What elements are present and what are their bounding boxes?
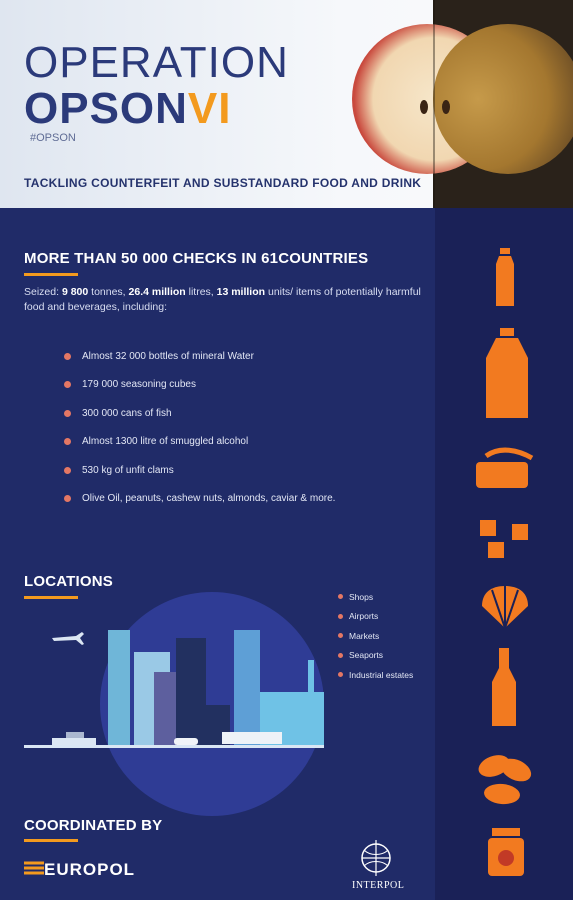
hashtag: #OPSON bbox=[30, 132, 76, 144]
liquor-bottle-icon bbox=[490, 648, 518, 728]
coordinated-heading-rule bbox=[24, 839, 78, 842]
title-vi-text: VI bbox=[187, 84, 232, 133]
airplane-icon bbox=[52, 632, 84, 645]
seasoning-cubes-icon bbox=[478, 518, 532, 560]
title-opson bbox=[24, 84, 232, 134]
fish-can-icon bbox=[474, 446, 536, 492]
list-item: Almost 1300 litre of smuggled alcohol bbox=[64, 428, 335, 457]
water-bottle-icon bbox=[490, 248, 520, 308]
coordinated-heading: COORDINATED BY bbox=[24, 817, 163, 834]
city-skyline-illustration bbox=[24, 600, 324, 760]
list-item: Almost 32 000 bottles of mineral Water bbox=[64, 342, 335, 371]
caviar-jar-icon bbox=[486, 828, 526, 878]
chimney-icon bbox=[308, 660, 314, 692]
list-item: 179 000 seasoning cubes bbox=[64, 371, 335, 400]
building-icon bbox=[108, 630, 130, 745]
peanuts-icon bbox=[474, 744, 536, 810]
list-item: 530 kg of unfit clams bbox=[64, 456, 335, 485]
title-opson-text: OPSON bbox=[24, 84, 188, 133]
seized-summary: Seized: 9 800 tonnes, 26.4 million litres, 13 million units/ items of potentially harmful food and beverages, including: bbox=[24, 286, 421, 313]
clam-shell-icon bbox=[480, 584, 530, 630]
building-icon bbox=[234, 630, 260, 745]
list-item: 300 000 cans of fish bbox=[64, 399, 335, 428]
checks-heading-rule bbox=[24, 273, 78, 276]
locations-heading: LOCATIONS bbox=[24, 573, 114, 590]
rotten-apple-half-image bbox=[433, 24, 573, 174]
apple-seed-icon bbox=[442, 100, 450, 114]
tagline: TACKLING COUNTERFEIT AND SUBSTANDARD FOOD AND DRINK bbox=[24, 176, 422, 190]
boat-icon bbox=[52, 738, 96, 745]
locations-list bbox=[338, 587, 413, 685]
list-item: Shops bbox=[338, 587, 413, 607]
checks-heading: MORE THAN 50 000 CHECKS IN 61COUNTRIES bbox=[24, 250, 369, 267]
car-icon bbox=[174, 738, 198, 745]
locations-heading-rule bbox=[24, 596, 78, 599]
list-item: Olive Oil, peanuts, cashew nuts, almonds, caviar & more. bbox=[64, 485, 335, 514]
boat-icon bbox=[66, 732, 84, 738]
truck-icon bbox=[222, 732, 282, 744]
interpol-logo-text: INTERPOL bbox=[352, 880, 405, 891]
title-operation: OPERATION bbox=[24, 38, 289, 87]
list-item: Airports bbox=[338, 607, 413, 627]
apple-seed-icon bbox=[420, 100, 428, 114]
europol-logo-text: EUROPOL bbox=[44, 860, 136, 879]
seized-items-list bbox=[64, 342, 335, 513]
list-item: Markets bbox=[338, 626, 413, 646]
europol-logo-icon bbox=[24, 857, 44, 879]
list-item: Industrial estates bbox=[338, 665, 413, 685]
list-item: Seaports bbox=[338, 646, 413, 666]
hero-banner bbox=[0, 0, 573, 208]
apple-divider bbox=[433, 0, 435, 208]
building-icon bbox=[176, 638, 206, 745]
interpol-emblem-icon bbox=[356, 836, 396, 878]
ground-line bbox=[24, 745, 324, 748]
oil-jug-icon bbox=[482, 328, 532, 420]
